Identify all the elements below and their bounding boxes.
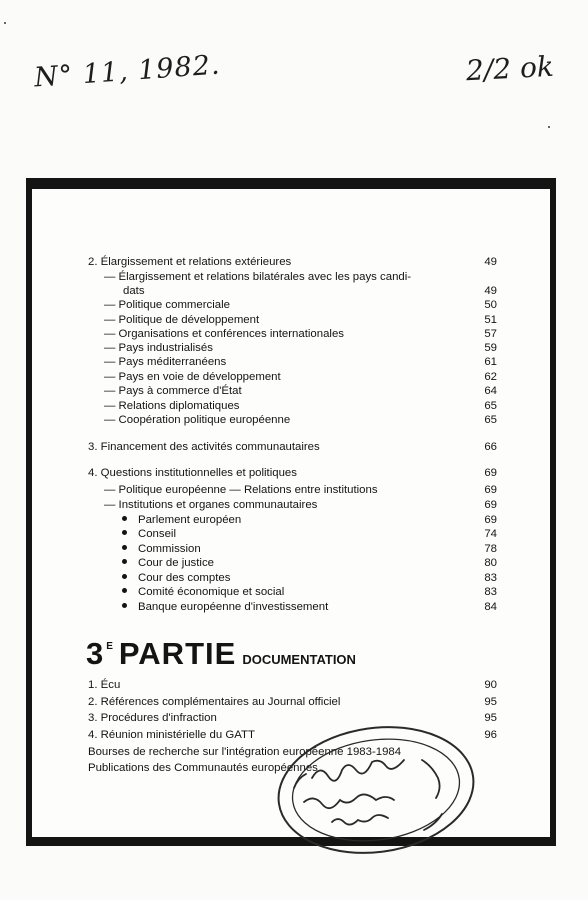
toc-bullet-label: Banque européenne d'investissement (138, 601, 329, 613)
toc-page-number: 95 (484, 696, 497, 708)
part-superscript: E (106, 641, 113, 652)
toc-doc-item: Bourses de recherche sur l'intégration européenne 1983-1984 (88, 746, 402, 758)
toc-page-number: 62 (484, 371, 497, 383)
toc-page-number: 65 (484, 400, 497, 412)
toc-bullet-label: Cour de justice (138, 557, 214, 569)
bullet-icon (122, 603, 127, 608)
toc-page-number: 84 (484, 601, 497, 613)
toc-item: — Institutions et organes communautaires (104, 499, 318, 511)
toc-section-title: 3. Financement des activités communautaires (88, 441, 320, 453)
bullet-icon (122, 516, 127, 521)
toc-bullet-label: Conseil (138, 528, 176, 540)
toc-doc-item: 1. Écu (88, 679, 121, 691)
toc-item: — Élargissement et relations bilatérales avec les pays candi- (104, 271, 412, 283)
toc-page-number: 69 (484, 484, 497, 496)
toc-page-number: 49 (484, 285, 497, 297)
toc-page-number: 69 (484, 499, 497, 511)
part-heading (86, 636, 356, 672)
toc-bullet-label: Commission (138, 543, 201, 555)
toc-doc-item: Publications des Communautés européennes (88, 762, 318, 774)
toc-page-number: 96 (484, 729, 497, 741)
toc-bullet-item (122, 600, 328, 614)
toc-item: — Pays en voie de développement (104, 371, 281, 383)
toc-page-number: 74 (484, 528, 497, 540)
toc-page-number: 95 (484, 712, 497, 724)
toc-page-number: 69 (484, 467, 497, 479)
toc-item: — Politique commerciale (104, 299, 230, 311)
part-word: PARTIE (118, 636, 237, 671)
bullet-icon (122, 588, 127, 593)
toc-page-number: 65 (484, 414, 497, 426)
toc-page-number: 90 (484, 679, 497, 691)
toc-bullet-label: Parlement européen (138, 514, 242, 526)
part-number: 3 (86, 636, 105, 671)
library-stamp-icon (272, 718, 482, 858)
toc-doc-item: 2. Références complémentaires au Journal officiel (88, 696, 341, 708)
toc-page-number: 80 (484, 557, 497, 569)
toc-page-number: 66 (484, 441, 497, 453)
toc-section-title: 2. Élargissement et relations extérieures (88, 256, 292, 268)
toc-doc-item: 3. Procédures d'infraction (88, 712, 217, 724)
toc-bullet-item (122, 571, 230, 585)
toc-page-number: 59 (484, 342, 497, 354)
bullet-icon (122, 530, 127, 535)
toc-item: — Politique européenne — Relations entre institutions (104, 484, 378, 496)
toc-item: — Coopération politique européenne (104, 414, 291, 426)
toc-item: — Pays à commerce d'État (104, 385, 242, 397)
toc-page-number: 78 (484, 543, 497, 555)
dust-speck (548, 126, 550, 128)
toc-item: — Relations diplomatiques (104, 400, 240, 412)
toc-bullet-item (122, 527, 176, 541)
toc-page-number: 83 (484, 586, 497, 598)
toc-bullet-item (122, 585, 284, 599)
toc-bullet-label: Cour des comptes (138, 572, 231, 584)
toc-page-number: 49 (484, 256, 497, 268)
toc-doc-item: 4. Réunion ministérielle du GATT (88, 729, 255, 741)
toc-bullet-item (122, 556, 214, 570)
bullet-icon (122, 545, 127, 550)
toc-page-number: 69 (484, 514, 497, 526)
toc-item-continuation: dats (123, 285, 145, 297)
toc-item: — Politique de développement (104, 314, 260, 326)
toc-bullet-item (122, 542, 201, 556)
handwritten-check-note: 2/2 ok (465, 49, 555, 88)
toc-item: — Pays méditerranéens (104, 356, 227, 368)
toc-page-number: 83 (484, 572, 497, 584)
toc-section-title: 4. Questions institutionnelles et politiques (88, 467, 297, 479)
toc-page-number: 57 (484, 328, 497, 340)
toc-item: — Pays industrialisés (104, 342, 213, 354)
toc-item: — Organisations et conférences internationales (104, 328, 344, 340)
toc-bullet-label: Comité économique et social (138, 586, 285, 598)
toc-page-number: 61 (484, 356, 497, 368)
dust-speck (4, 22, 6, 24)
toc-page-number: 51 (484, 314, 497, 326)
part-subtitle: DOCUMENTATION (242, 652, 356, 667)
toc-page-number: 64 (484, 385, 497, 397)
handwritten-issue-note: N° 11, 1982. (33, 49, 222, 94)
toc-page-number: 50 (484, 299, 497, 311)
bullet-icon (122, 574, 127, 579)
toc-bullet-item (122, 513, 241, 527)
bullet-icon (122, 559, 127, 564)
